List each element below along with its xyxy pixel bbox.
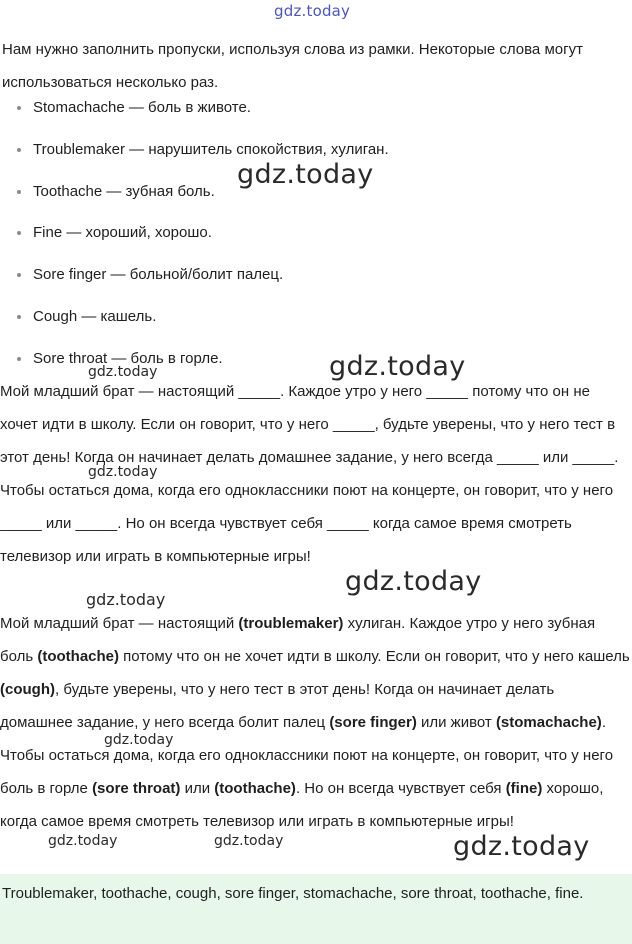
answer-word: (toothache) <box>37 648 120 665</box>
bullet-icon <box>17 190 21 194</box>
bullet-icon <box>17 106 21 110</box>
vocabulary-item-text: Troublemaker — нарушитель спокойствия, хулиган. <box>33 140 389 158</box>
answer-segment: хорошо, когда самое время смотреть телевизор или играть в компьютерные игры! <box>0 780 604 830</box>
vocabulary-item <box>0 300 620 342</box>
vocabulary-item-text: Sore throat — боль в горле. <box>33 349 223 367</box>
watermark: gdz.today <box>345 566 482 597</box>
answer-segment: хулиган. Каждое утро у него зубная боль <box>0 615 596 665</box>
bullet-icon <box>17 231 21 235</box>
vocabulary-item <box>0 216 620 258</box>
answer-word: (sore finger) <box>329 714 417 731</box>
answer-word: (sore throat) <box>92 780 181 797</box>
answer-box-text: Troublemaker, toothache, cough, sore finger, stomachache, sore throat, toothache, fine. <box>2 885 584 902</box>
vocabulary-list <box>0 91 620 384</box>
answer-box <box>0 874 632 944</box>
answer-segment: . Чтобы остаться дома, когда его одноклассники поют на концерте, он говорит, что у него боль в горле <box>0 714 614 797</box>
watermark: gdz.today <box>329 351 466 382</box>
watermark: gdz.today <box>86 590 166 609</box>
watermark: gdz.today <box>88 364 158 380</box>
bullet-icon <box>17 357 21 361</box>
watermark: gdz.today <box>88 464 158 480</box>
answer-segment: Мой младший брат — настоящий <box>0 615 239 632</box>
answer-segment: или <box>180 780 215 797</box>
vocabulary-item <box>0 133 620 175</box>
vocabulary-item-text: Stomachache — боль в животе. <box>33 99 251 116</box>
watermark: gdz.today <box>214 833 284 849</box>
answer-word: (fine) <box>505 780 543 797</box>
answer-paragraph <box>0 607 630 838</box>
answer-segment: . Но он всегда чувствует себя <box>295 780 506 797</box>
vocabulary-item <box>0 91 620 133</box>
answer-segment: потому что он не хочет идти в школу. Если он говорит, что у него кашель <box>119 648 630 665</box>
site-mark: gdz.today <box>274 2 351 20</box>
vocabulary-item <box>0 258 620 300</box>
answer-segment: или живот <box>416 714 496 731</box>
intro-paragraph: Нам нужно заполнить пропуски, используя слова из рамки. Некоторые слова могут использоваться несколько раз. <box>2 41 583 91</box>
answer-word: (cough) <box>0 681 55 698</box>
vocabulary-item-text: Toothache — зубная боль. <box>33 182 215 200</box>
answer-word: (troublemaker) <box>238 615 344 632</box>
vocabulary-item-text: Cough — кашель. <box>33 307 157 325</box>
bullet-icon <box>17 273 21 277</box>
bullet-icon <box>17 315 21 319</box>
vocabulary-item <box>0 175 620 217</box>
answer-word: (toothache) <box>214 780 296 797</box>
watermark: gdz.today <box>453 831 590 862</box>
answer-segment: , будьте уверены, что у него тест в этот день! Когда он начинает делать домашнее задание, у него всегда болит палец <box>0 681 555 731</box>
answer-word: (stomachache) <box>495 714 602 731</box>
watermark: gdz.today <box>104 732 174 748</box>
vocabulary-item-text: Sore finger — больной/болит палец. <box>33 266 284 284</box>
gap-fill-text: Мой младший брат — настоящий _____. Каждое утро у него _____ потому что он не хочет идти в школу. Если он говорит, что у него _____, будьте уверены, что у него тест в этот день! Когда он начинает делать домашнее задание, у него всегда _____ или _____. Чтобы остаться дома, когда его одноклассники поют на концерте, он говорит, что у него _____ или _____. Но он всегда чувствует себя _____ когда самое время смотреть телевизор или играть в компьютерные игры! <box>0 383 619 565</box>
vocabulary-item-text: Fine — хороший, хорошо. <box>33 224 212 242</box>
bullet-icon <box>17 148 21 152</box>
watermark: gdz.today <box>237 159 374 190</box>
watermark: gdz.today <box>48 833 118 849</box>
